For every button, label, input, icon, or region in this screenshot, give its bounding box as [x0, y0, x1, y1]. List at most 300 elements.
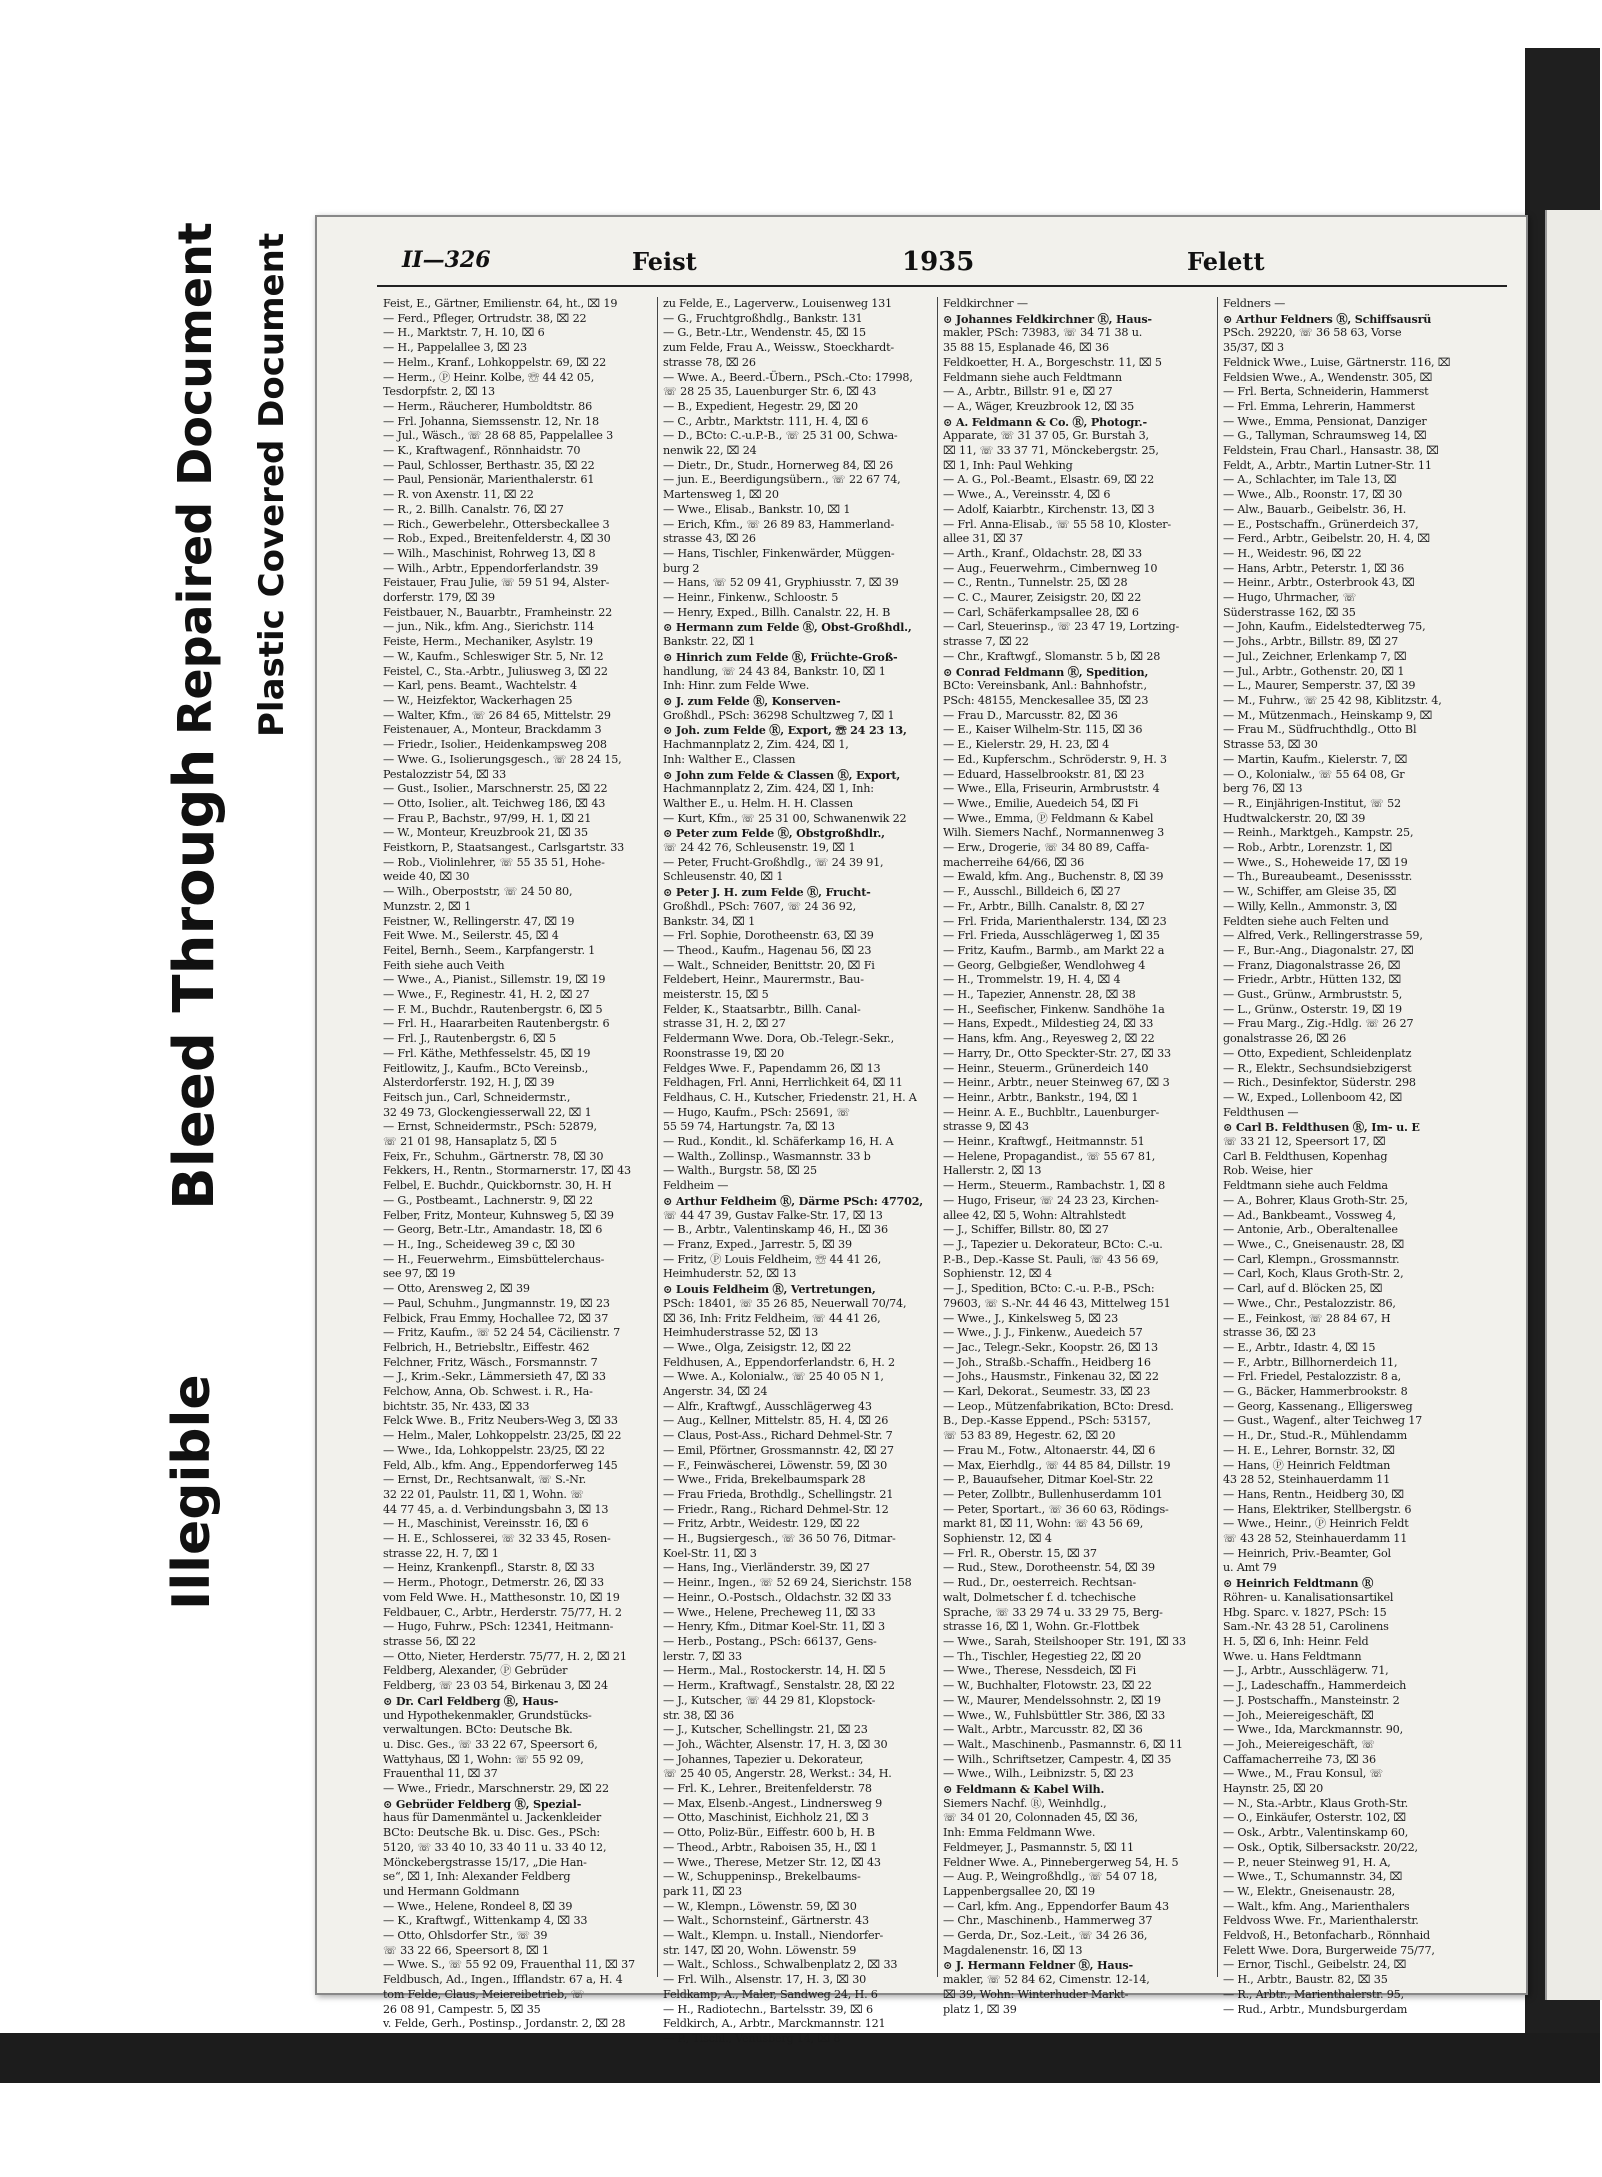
directory-entry: — Ferd., Pfleger, Ortrudstr. 38, ⌧ 22: [383, 311, 587, 325]
directory-entry: — Carl, auf d. Blöcken 25, ⌧: [1223, 1282, 1383, 1296]
directory-entry: — Ed., Kupferschm., Schröderstr. 9, H. 3: [943, 752, 1167, 766]
directory-entry: — H., Feuerwehrm., Eimsbüttelerchaus-: [383, 1252, 605, 1266]
directory-entry: Hbg. Sparc. v. 1827, PSch: 15: [1223, 1605, 1387, 1619]
directory-entry: — W., Kaufm., Schleswiger Str. 5, Nr. 12: [383, 649, 604, 663]
directory-entry: ☏ 24 42 76, Schleusenstr. 19, ⌧ 1: [663, 841, 856, 855]
directory-entry: — Wwe., Ida, Lohkoppelstr. 23/25, ⌧ 22: [383, 1443, 605, 1457]
directory-entry: — Wilh., Arbtr., Eppendorferlandstr. 39: [383, 561, 599, 575]
directory-entry: — H., Dr., Stud.-R., Mühlendamm: [1223, 1429, 1407, 1443]
directory-entry: BCto: Deutsche Bk. u. Disc. Ges., PSch:: [383, 1826, 600, 1840]
directory-entry: — Herm., Räucherer, Humboldtstr. 86: [383, 399, 592, 413]
directory-entry: — jun., Nik., kfm. Ang., Sierichstr. 114: [383, 620, 594, 634]
directory-entry: — Frl. Frieda, Ausschlägerweg 1, ⌧ 35: [943, 929, 1160, 943]
directory-entry: — H., Arbtr., Baustr. 82, ⌧ 35: [1223, 1973, 1388, 1987]
header-last-word: Felett: [1187, 247, 1265, 276]
directory-entry: — R., Einjährigen-Institut, ☏ 52: [1223, 796, 1401, 810]
directory-entry: — Hugo, Kaufm., PSch: 25691, ☏: [663, 1105, 851, 1119]
directory-entry: u. Disc. Ges., ☏ 33 22 67, Speersort 6,: [383, 1737, 598, 1751]
directory-entry: Fekkers, H., Rentn., Stormarnerstr. 17, ⌧ 43: [383, 1164, 631, 1178]
directory-entry: — Heinz, Krankenpfl., Starstr. 8, ⌧ 33: [383, 1561, 595, 1575]
directory-entry: — H., Radiotechn., Bartelsstr. 39, ⌧ 6: [663, 2002, 873, 2016]
directory-entry: — Johannes, Tapezier u. Dekorateur,: [663, 1752, 864, 1766]
directory-entry: Feldner Wwe. A., Pinnebergerweg 54, H. 5: [943, 1855, 1179, 1869]
directory-entry: — Hugo, Fuhrw., PSch: 12341, Heitmann-: [383, 1620, 614, 1634]
directory-entry: 35 88 15, Esplanade 46, ⌧ 36: [943, 341, 1109, 355]
directory-entry: — Helm., Kranf., Lohkoppelstr. 69, ⌧ 22: [383, 355, 607, 369]
label-plastic-covered: Plastic Covered Document: [252, 232, 292, 737]
directory-entry: Bankstr. 22, ⌧ 1: [663, 635, 756, 649]
directory-entry: H. 5, ⌧ 6, Inh: Heinr. Feld: [1223, 1634, 1369, 1648]
directory-entry: Feldermann Wwe. Dora, Ob.-Telegr.-Sekr.,: [663, 1032, 894, 1046]
header-first-word: Feist: [632, 247, 697, 276]
directory-entry: — F. M., Buchdr., Rautenbergstr. 6, ⌧ 5: [383, 1002, 603, 1016]
directory-entry: — A., Bohrer, Klaus Groth-Str. 25,: [1223, 1193, 1408, 1207]
directory-entry: — Wwe., Emma, Pensionat, Danziger: [1223, 414, 1427, 428]
directory-entry: strasse 43, ⌧ 26: [663, 532, 756, 546]
directory-entry: berg 76, ⌧ 13: [1223, 782, 1303, 796]
directory-entry: — Wwe., Alb., Roonstr. 17, ⌧ 30: [1223, 488, 1402, 502]
directory-entry: — A. G., Pol.-Beamt., Elsastr. 69, ⌧ 22: [943, 473, 1155, 487]
directory-entry: — Carl, Koch, Klaus Groth-Str. 2,: [1223, 1267, 1404, 1281]
directory-entry: — jun. E., Beerdigungsübern., ☏ 22 67 74,: [663, 473, 901, 487]
column-4: [1223, 297, 1491, 2016]
directory-entry: Feldkirchner —: [943, 297, 1028, 310]
directory-entry: Felbick, Frau Emmy, Hochallee 72, ⌧ 37: [383, 1311, 609, 1325]
directory-entry: — Hans, Ⓟ Heinrich Feldtman: [1223, 1458, 1391, 1472]
directory-entry: Feldkoetter, H. A., Borgeschstr. 11, ⌧ 5: [943, 355, 1162, 369]
directory-entry: Tesdorpfstr. 2, ⌧ 13: [383, 385, 495, 399]
directory-entry: ⊙ Feldmann & Kabel Wilh.: [943, 1782, 1105, 1797]
directory-entry: — Frl. Käthe, Methfesselstr. 45, ⌧ 19: [383, 1046, 591, 1060]
directory-entry: — Frl. Berta, Schneiderin, Hammerst: [1223, 385, 1429, 399]
directory-entry: — Paul, Schlosser, Berthastr. 35, ⌧ 22: [383, 458, 595, 472]
directory-entry: — Alfr., Kraftwgf., Ausschlägerweg 43: [663, 1399, 872, 1413]
column-1: [383, 297, 651, 2031]
directory-entry: — K., Kraftwgf., Wittenkamp 4, ⌧ 33: [383, 1914, 588, 1928]
directory-entry: Feldmeyer, J., Pasmannstr. 5, ⌧ 11: [943, 1840, 1134, 1854]
directory-entry: ⊙ Dr. Carl Feldberg Ⓡ, Haus-: [383, 1693, 559, 1708]
directory-entry: makler, ☏ 52 84 62, Cimenstr. 12-14,: [943, 1973, 1150, 1987]
directory-entry: Martensweg 1, ⌧ 20: [663, 488, 779, 502]
directory-entry: Angerstr. 34, ⌧ 24: [663, 1385, 768, 1399]
directory-entry: — Fritz, Arbtr., Weidestr. 129, ⌧ 22: [663, 1517, 860, 1531]
directory-entry: — Friedr., Arbtr., Hütten 132, ⌧: [1223, 973, 1402, 987]
directory-entry: — G., Fruchtgroßhdlg., Bankstr. 131: [663, 311, 863, 325]
directory-entry: ☏ 25 40 05, Angerstr. 28, Werkst.: 34, H.: [663, 1767, 892, 1781]
directory-entry: — Herm., Mal., Rostockerstr. 14, H. ⌧ 5: [663, 1664, 886, 1678]
directory-entry: — B., Arbtr., Valentinskamp 46, H., ⌧ 36: [663, 1223, 888, 1237]
directory-entry: — Jul., Arbtr., Gothenstr. 20, ⌧ 1: [1223, 664, 1405, 678]
directory-entry: — Wwe. A., Beerd.-Übern., PSch.-Cto: 17998,: [663, 370, 913, 384]
directory-entry: ⊙ Peter J. H. zum Felde Ⓡ, Frucht-: [663, 885, 871, 900]
header-year: 1935: [902, 247, 975, 277]
directory-entry: — J., Kutscher, ☏ 44 29 81, Klopstock-: [663, 1693, 876, 1707]
directory-entry: Pestalozzistr 54, ⌧ 33: [383, 767, 507, 781]
directory-entry: — P., Bauaufseher, Ditmar Koel-Str. 22: [943, 1473, 1154, 1487]
directory-entry: Apparate, ☏ 31 37 05, Gr. Burstah 3,: [943, 429, 1149, 443]
directory-entry: — Wwe., J. J., Finkenw., Auedeich 57: [943, 1326, 1143, 1340]
directory-entry: — Joh., Meiereigeschäft, ⌧: [1223, 1708, 1374, 1722]
directory-entry: str. 38, ⌧ 36: [663, 1708, 734, 1722]
directory-entry: Feldsien Wwe., A., Wendenstr. 305, ⌧: [1223, 370, 1433, 384]
directory-entry: — Heinrich, Priv.-Beamter, Gol: [1223, 1546, 1391, 1560]
directory-entry: Wilh. Siemers Nachf., Normannenweg 3: [943, 826, 1165, 840]
directory-entry: — Friedr., Rang., Richard Dehmel-Str. 12: [663, 1502, 889, 1516]
directory-entry: — Carl, Klempn., Grossmannstr.: [1223, 1252, 1400, 1266]
directory-entry: — Hans, Rentn., Heidberg 30, ⌧: [1223, 1487, 1405, 1501]
directory-entry: tom Felde, Claus, Meiereibetrieb, ☏: [383, 1987, 585, 2001]
directory-entry: — Franz, Exped., Jarrestr. 5, ⌧ 39: [663, 1238, 852, 1251]
directory-entry: — Carl, Schäferkampsallee 28, ⌧ 6: [943, 605, 1139, 619]
directory-entry: verwaltungen. BCto: Deutsche Bk.: [383, 1723, 573, 1737]
directory-entry: — Wwe., F., Reginestr. 41, H. 2, ⌧ 27: [383, 988, 590, 1002]
directory-entry: Feldners —: [1223, 297, 1286, 310]
directory-entry: Feldten siehe auch Felten und: [1223, 914, 1389, 928]
directory-entry: — Wwe., Chr., Pestalozzistr. 86,: [1223, 1296, 1396, 1310]
directory-entry: — Georg, Kassenang., Elligersweg: [1223, 1399, 1413, 1413]
directory-entry: — Walt., Klempn. u. Install., Niendorfer-: [663, 1929, 884, 1943]
directory-entry: — Chr., Maschinenb., Hammerweg 37: [943, 1914, 1153, 1928]
directory-entry: — Frl. Anna-Elisab., ☏ 55 58 10, Kloster-: [943, 517, 1171, 531]
directory-entry: — Wwe., M., Frau Konsul, ☏: [1223, 1767, 1384, 1781]
directory-entry: strasse 16, ⌧ 1, Wohn. Gr.-Flottbek: [943, 1620, 1139, 1634]
directory-entry: weide 40, ⌧ 30: [383, 870, 470, 884]
directory-entry: Feldkamp, A., Maler, Sandweg 24, H. 6: [663, 1987, 878, 2001]
directory-entry: und Hermann Goldmann: [383, 1884, 520, 1898]
directory-entry: — J., Kutscher, Schellingstr. 21, ⌧ 23: [663, 1723, 868, 1737]
directory-entry: — Wilh., Oberpoststr, ☏ 24 50 80,: [383, 885, 573, 899]
directory-entry: — Gerda, Dr., Soz.-Leit., ☏ 34 26 36,: [943, 1929, 1148, 1943]
directory-entry: — Frau Marg., Zig.-Hdlg. ☏ 26 27: [1223, 1017, 1414, 1031]
directory-entry: 32 49 73, Glockengiesserwall 22, ⌧ 1: [383, 1105, 592, 1119]
directory-entry: Feld, Alb., kfm. Ang., Eppendorferweg 145: [383, 1458, 618, 1472]
directory-entry: macherreihe 64/66, ⌧ 36: [943, 855, 1085, 869]
directory-page: [315, 215, 1528, 2045]
directory-entry: Siemers Nachf. Ⓡ, Weinhdlg.,: [943, 1796, 1107, 1810]
directory-entry: Strasse 53, ⌧ 30: [1223, 738, 1318, 752]
directory-entry: Bankstr. 34, ⌧ 1: [663, 914, 756, 928]
top-margin: [0, 0, 1600, 48]
directory-entry: — Heinr., Arbtr., neuer Steinweg 67, ⌧ 3: [943, 1076, 1170, 1090]
directory-entry: Feldstein, Frau Charl., Hansastr. 38, ⌧: [1223, 444, 1439, 458]
directory-entry: ⊙ Arthur Feldheim Ⓡ, Därme PSch: 47702,: [663, 1193, 923, 1208]
directory-entry: — Helm., Maler, Lohkoppelstr. 23/25, ⌧ 22: [383, 1429, 622, 1443]
directory-entry: 32 22 01, Paulstr. 11, ⌧ 1, Wohn. ☏: [383, 1487, 584, 1501]
directory-entry: — O., Kolonialw., ☏ 55 64 08, Gr: [1223, 767, 1405, 781]
directory-entry: Felchner, Fritz, Wäsch., Forsmannstr. 7: [383, 1355, 598, 1369]
directory-entry: — J., Spedition, BCto: C.-u. P.-B., PSch:: [943, 1282, 1155, 1296]
directory-entry: Feistner, W., Rellingerstr. 47, ⌧ 19: [383, 914, 575, 928]
directory-entry: — Willy, Kelln., Ammonstr. 3, ⌧: [1223, 899, 1398, 913]
directory-entry: — Johs., Hausmstr., Finkenau 32, ⌧ 22: [943, 1370, 1159, 1384]
directory-entry: — Erw., Drogerie, ☏ 34 80 89, Caffa-: [943, 841, 1149, 855]
directory-entry: — A., Wäger, Kreuzbrook 12, ⌧ 35: [943, 399, 1135, 413]
directory-entry: strasse 36, ⌧ 23: [1223, 1326, 1316, 1340]
directory-entry: — Frau M., Fotw., Altonaerstr. 44, ⌧ 6: [943, 1443, 1156, 1457]
directory-entry: Röhren- u. Kanalisationsartikel: [1223, 1590, 1394, 1604]
directory-entry: Feldheim —: [663, 1179, 729, 1193]
directory-entry: PSch. 29220, ☏ 36 58 63, Vorse: [1223, 326, 1402, 340]
directory-entry: Mönckebergstrasse 15/17, „Die Han-: [383, 1855, 587, 1869]
directory-entry: — Otto, Ohlsdorfer Str., ☏ 39: [383, 1929, 548, 1943]
directory-entry: — Joh., Wächter, Alsenstr. 17, H. 3, ⌧ 30: [663, 1737, 888, 1751]
directory-entry: — F., Bur.-Ang., Diagonalstr. 27, ⌧: [1223, 943, 1414, 957]
directory-entry: Feldkirch, A., Arbtr., Marckmannstr. 121: [663, 2017, 886, 2031]
directory-entry: Koel-Str. 11, ⌧ 3: [663, 1546, 757, 1560]
directory-entry: — H., Maschinist, Vereinsstr. 16, ⌧ 6: [383, 1517, 589, 1531]
directory-entry: — E., Feinkost, ☏ 28 84 67, H: [1223, 1311, 1391, 1325]
directory-entry: — W., Monteur, Kreuzbrook 21, ⌧ 35: [383, 826, 588, 840]
directory-entry: — Frl. Emma, Lehrerin, Hammerst: [1223, 399, 1415, 413]
directory-entry: ⊙ Johannes Feldkirchner Ⓡ, Haus-: [943, 311, 1152, 326]
directory-entry: — J. Postschaffn., Mansteinstr. 2: [1223, 1693, 1400, 1707]
directory-entry: Süderstrasse 162, ⌧ 35: [1223, 605, 1356, 619]
directory-entry: park 11, ⌧ 23: [663, 1884, 742, 1898]
directory-entry: 55 59 74, Hartungstr. 7a, ⌧ 13: [663, 1120, 835, 1134]
directory-entry: — G., Bäcker, Hammerbrookstr. 8: [1223, 1385, 1408, 1399]
directory-entry: Feitlowitz, J., Kaufm., BCto Vereinsb.,: [383, 1061, 589, 1075]
directory-entry: Feistkorn, P., Staatsangest., Carlsgartstr. 33: [383, 841, 625, 855]
directory-entry: — Heinr., Arbtr., Bankstr., 194, ⌧ 1: [943, 1090, 1139, 1104]
directory-entry: — Frl. Sophie, Dorotheenstr. 63, ⌧ 39: [663, 929, 874, 943]
directory-entry: — Wwe., Friedr., Marschnerstr. 29, ⌧ 22: [383, 1782, 609, 1796]
directory-entry: — Rud., Dr., oesterreich. Rechtsan-: [943, 1576, 1137, 1590]
directory-entry: strasse 78, ⌧ 26: [663, 355, 756, 369]
directory-entry: — Gust., Isolier., Marschnerstr. 25, ⌧ 22: [383, 782, 608, 796]
directory-entry: v. Felde, Gerh., Postinsp., Jordanstr. 2, ⌧ 28: [383, 2017, 626, 2031]
directory-entry: Heimhuderstrasse 52, ⌧ 13: [663, 1326, 819, 1340]
directory-entry: — Wwe., T., Schumannstr. 34, ⌧: [1223, 1870, 1403, 1884]
directory-entry: ☏ 43 28 52, Steinhauerdamm 11: [1223, 1532, 1408, 1546]
directory-entry: — Paul, Schuhm., Jungmannstr. 19, ⌧ 23: [383, 1296, 610, 1310]
directory-entry: — Claus, Post-Ass., Richard Dehmel-Str. 7: [663, 1429, 893, 1443]
directory-entry: meisterstr. 15, ⌧ 5: [663, 988, 769, 1002]
directory-entry: zu Felde, E., Lagerverw., Louisenweg 131: [663, 297, 892, 310]
directory-entry: — W., Klempn., Löwenstr. 59, ⌧ 30: [663, 1899, 857, 1913]
directory-entry: PSch: 18401, ☏ 35 26 85, Neuerwall 70/74,: [663, 1296, 907, 1310]
directory-entry: — Frl. H., Haararbeiten Rautenbergstr. 6: [383, 1017, 610, 1031]
bottom-margin: [0, 2083, 1600, 2177]
directory-entry: Munzstr. 2, ⌧ 1: [383, 899, 472, 913]
directory-entry: — W., Schuppeninsp., Brekelbaums-: [663, 1870, 861, 1884]
directory-entry: — Walt., Arbtr., Marcusstr. 82, ⌧ 36: [943, 1723, 1143, 1737]
directory-entry: Roonstrasse 19, ⌧ 20: [663, 1046, 785, 1060]
directory-entry: — N., Sta.-Arbtr., Klaus Groth-Str.: [1223, 1796, 1408, 1810]
directory-entry: — Th., Bureaubeamt., Desenissstr.: [1223, 870, 1413, 884]
directory-entry: Felbrich, H., Betriebsltr., Eiffestr. 462: [383, 1340, 590, 1354]
directory-entry: — Hans, Arbtr., Peterstr. 1, ⌧ 36: [1223, 561, 1404, 575]
directory-entry: Alsterdorferstr. 192, H. J, ⌧ 39: [383, 1076, 555, 1090]
directory-entry: — Wwe., Therese, Nessdeich, ⌧ Fi: [943, 1664, 1137, 1678]
directory-entry: — Wilh., Schriftsetzer, Campestr. 4, ⌧ 35: [943, 1752, 1172, 1766]
directory-entry: — Kurt, Kfm., ☏ 25 31 00, Schwanenwik 22: [663, 811, 907, 825]
directory-entry: — Hans, kfm. Ang., Reyesweg 2, ⌧ 22: [943, 1032, 1155, 1046]
directory-entry: — J., Krim.-Sekr., Lämmersieth 47, ⌧ 33: [383, 1370, 606, 1384]
directory-entry: — Herm., Ⓟ Heinr. Kolbe, ☏ 44 42 05,: [383, 370, 595, 384]
directory-entry: — Heinr., O.-Postsch., Oldachstr. 32 ⌧ 33: [663, 1590, 892, 1604]
directory-entry: Sprache, ☏ 33 29 74 u. 33 29 75, Berg-: [943, 1605, 1163, 1619]
directory-entry: ⌧ 11, ☏ 33 37 71, Mönckebergstr. 25,: [943, 444, 1159, 458]
directory-entry: Schleusenstr. 40, ⌧ 1: [663, 870, 784, 884]
directory-entry: markt 81, ⌧ 11, Wohn: ☏ 43 56 69,: [943, 1517, 1144, 1531]
directory-entry: ☏ 33 22 66, Speersort 8, ⌧ 1: [383, 1943, 549, 1957]
directory-entry: Inh: Hinr. zum Felde Wwe.: [663, 679, 810, 693]
directory-entry: Hachmannplatz 2, Zim. 424, ⌧ 1, Inh:: [663, 782, 874, 796]
page-header: [317, 247, 1526, 287]
directory-entry: — Herm., Steuerm., Rambachstr. 1, ⌧ 8: [943, 1179, 1166, 1193]
directory-entry: — Otto, Nieter, Herderstr. 75/77, H. 2, ⌧ 21: [383, 1649, 627, 1663]
directory-entry: — Heinr., Arbtr., Osterbrook 43, ⌧: [1223, 576, 1415, 590]
directory-entry: Inh: Walther E., Classen: [663, 752, 796, 766]
adjacent-page-edge: [1545, 210, 1602, 2000]
directory-entry: — Wwe., Olga, Zeisigstr. 12, ⌧ 22: [663, 1340, 852, 1354]
directory-entry: se“, ⌧ 1, Inh: Alexander Feldberg: [383, 1870, 571, 1884]
directory-entry: Feldhagen, Frl. Anni, Herrlichkeit 64, ⌧ 11: [663, 1076, 903, 1090]
directory-entry: — J., Ladeschaffn., Hammerdeich: [1223, 1679, 1407, 1693]
directory-entry: Feldthusen —: [1223, 1105, 1299, 1119]
directory-entry: — Ernor, Tischl., Geibelstr. 24, ⌧: [1223, 1958, 1407, 1972]
directory-entry: Rob. Weise, hier: [1223, 1164, 1313, 1178]
directory-entry: — Max, Elsenb.-Angest., Lindnersweg 9: [663, 1796, 882, 1810]
label-bleed-through: Bleed Through: [162, 748, 227, 1210]
directory-entry: makler, PSch: 73983, ☏ 34 71 38 u.: [943, 326, 1143, 340]
directory-entry: ⊙ A. Feldmann & Co. Ⓡ, Photogr.-: [943, 414, 1147, 429]
directory-entry: — G., Tallyman, Schraumsweg 14, ⌧: [1223, 429, 1427, 443]
directory-entry: — Frl. Frida, Marienthalerstr. 134, ⌧ 23: [943, 914, 1167, 928]
directory-entry: — Hans, Elektriker, Stellbergstr. 6: [1223, 1502, 1412, 1516]
directory-entry: BCto: Vereinsbank, Anl.: Bahnhofstr.,: [943, 679, 1147, 693]
directory-entry: — Adolf, Kaiarbtr., Kirchenstr. 13, ⌧ 3: [943, 502, 1155, 516]
directory-entry: Feitel, Bernh., Seem., Karpfangerstr. 1: [383, 943, 596, 957]
directory-entry: Feiste, Herm., Mechaniker, Asylstr. 19: [383, 635, 593, 649]
directory-entry: Sophienstr. 12, ⌧ 4: [943, 1267, 1052, 1281]
directory-entry: — W., Schiffer, am Gleise 35, ⌧: [1223, 885, 1397, 899]
directory-entry: — Chr., Kraftwgf., Slomanstr. 5 b, ⌧ 28: [943, 649, 1161, 663]
directory-entry: — Wwe., W., Fuhlsbüttler Str. 386, ⌧ 33: [943, 1708, 1166, 1722]
directory-entry: — Peter, Frucht-Großhdlg., ☏ 24 39 91,: [663, 855, 884, 869]
directory-entry: — Heinr., Kraftwgf., Heitmannstr. 51: [943, 1135, 1145, 1149]
directory-entry: — F., Arbtr., Billhornerdeich 11,: [1223, 1355, 1398, 1369]
column-2: [663, 297, 931, 2045]
directory-entry: — Gust., Wagenf., alter Teichweg 17: [1223, 1414, 1423, 1428]
directory-entry: dorferstr. 179, ⌧ 39: [383, 591, 495, 605]
directory-entry: — Osk., Optik, Silbersackstr. 20/22,: [1223, 1840, 1418, 1854]
directory-entry: — Wwe., Elisab., Bankstr. 10, ⌧ 1: [663, 502, 851, 516]
directory-entry: Hudtwalckerstr. 20, ⌧ 39: [1223, 811, 1366, 825]
directory-entry: 43 28 52, Steinhauerdamm 11: [1223, 1473, 1390, 1487]
directory-entry: — Wwe., Helene, Precheweg 11, ⌧ 33: [663, 1605, 876, 1619]
directory-entry: Feistel, C., Sta.-Arbtr., Juliusweg 3, ⌧ 22: [383, 664, 608, 678]
directory-entry: strasse 56, ⌧ 22: [383, 1634, 476, 1648]
directory-entry: strasse 22, H. 7, ⌧ 1: [383, 1546, 499, 1560]
directory-entry: ☏ 28 25 35, Lauenburger Str. 6, ⌧ 43: [663, 385, 877, 399]
directory-entry: — Emil, Pförtner, Grossmannstr. 42, ⌧ 27: [663, 1443, 894, 1457]
directory-entry: — Frl. Friedel, Pestalozzistr. 8 a,: [1223, 1370, 1401, 1384]
directory-entry: — Frau M., Südfruchthdlg., Otto Bl: [1223, 723, 1417, 737]
directory-entry: — C., Rentn., Tunnelstr. 25, ⌧ 28: [943, 576, 1128, 590]
directory-entry: — Theod., Kaufm., Hagenau 56, ⌧ 23: [663, 943, 872, 957]
directory-entry: — Max, Eierhdlg., ☏ 44 85 84, Dillstr. 19: [943, 1458, 1171, 1472]
page-number: II—326: [402, 247, 491, 273]
directory-entry: — Frau Frieda, Brothdlg., Schellingstr. 21: [663, 1487, 894, 1501]
directory-entry: — Wwe., S., Hoheweide 17, ⌧ 19: [1223, 855, 1408, 869]
directory-entry: — O., Einkäufer, Osterstr. 102, ⌧: [1223, 1811, 1407, 1825]
directory-entry: — Fritz, Kaufm., ☏ 52 24 54, Cäcilienstr. 7: [383, 1326, 621, 1340]
directory-entry: — W., Maurer, Mendelssohnstr. 2, ⌧ 19: [943, 1693, 1161, 1707]
directory-entry: — Frau D., Marcusstr. 82, ⌧ 36: [943, 708, 1118, 722]
directory-entry: — Wwe., Therese, Metzer Str. 12, ⌧ 43: [663, 1855, 881, 1869]
directory-entry: — Heinr., Finkenw., Schloostr. 5: [663, 591, 839, 605]
label-illegible: Illegible: [162, 1374, 222, 1610]
directory-entry: Hallerstr. 2, ⌧ 13: [943, 1164, 1042, 1178]
directory-entry: Feldvoß, H., Betonfacharb., Rönnhaid: [1223, 1929, 1430, 1943]
directory-entry: — Joh., Meiereigeschäft, ☏: [1223, 1737, 1375, 1751]
directory-entry: Feldges Wwe. F., Papendamm 26, ⌧ 13: [663, 1061, 881, 1075]
directory-entry: — H., Bugsiergesch., ☏ 36 50 76, Ditmar-: [663, 1532, 896, 1546]
directory-entry: ⌧ 39, Wohn: Winterhuder Markt-: [943, 1987, 1129, 2001]
directory-entry: B., Dep.-Kasse Eppend., PSch: 53157,: [943, 1414, 1151, 1428]
directory-entry: u. Amt 79: [1223, 1561, 1277, 1575]
directory-entry: — Th., Tischler, Hegestieg 22, ⌧ 20: [943, 1649, 1142, 1663]
directory-entry: — Fritz, Ⓟ Louis Feldheim, ☏ 44 41 26,: [663, 1252, 882, 1266]
column-divider: [657, 297, 658, 1977]
column-divider: [1217, 297, 1218, 1977]
directory-entry: — Peter, Sportart., ☏ 36 60 63, Rödings-: [943, 1502, 1169, 1516]
directory-entry: — W., Heizfektor, Wackerhagen 25: [383, 693, 573, 707]
directory-entry: — Hugo, Uhrmacher, ☏: [1223, 591, 1357, 605]
label-repaired-document: Repaired Document: [168, 222, 222, 735]
directory-entry: — Otto, Isolier., alt. Teichweg 186, ⌧ 43: [383, 796, 606, 810]
directory-entry: Sophienstr. 12, ⌧ 4: [943, 1532, 1052, 1546]
directory-entry: Feix, Fr., Schuhm., Gärtnerstr. 78, ⌧ 30: [383, 1149, 604, 1163]
directory-entry: Feistenauer, A., Monteur, Brackdamm 3: [383, 723, 602, 737]
directory-entry: Wwe. u. Hans Feldtmann: [1223, 1649, 1362, 1663]
directory-entry: — Frl. Wilh., Alsenstr. 17, H. 3, ⌧ 30: [663, 1973, 867, 1987]
directory-entry: — Hans, ☏ 52 09 41, Gryphiusstr. 7, ⌧ 39: [663, 576, 899, 590]
directory-entry: — Wwe., A., Vereinsstr. 4, ⌧ 6: [943, 488, 1111, 502]
directory-entry: — Frl. R., Oberstr. 15, ⌧ 37: [943, 1546, 1097, 1560]
directory-entry: Feldhusen, A., Eppendorferlandstr. 6, H. 2: [663, 1355, 895, 1369]
directory-entry: Felchow, Anna, Ob. Schwest. i. R., Ha-: [383, 1385, 593, 1399]
directory-entry: — Ad., Bankbeamt., Vossweg 4,: [1223, 1208, 1396, 1222]
directory-entry: ⌧ 1, Inh: Paul Wehking: [943, 458, 1073, 472]
directory-entry: — Walt., Schneider, Benittstr. 20, ⌧ Fi: [663, 958, 875, 972]
directory-entry: allee 42, ⌧ 5, Wohn: Altrahlstedt: [943, 1208, 1126, 1222]
directory-entry: — Friedr., Isolier., Heidenkampsweg 208: [383, 738, 607, 752]
directory-entry: str. 147, ⌧ 20, Wohn. Löwenstr. 59: [663, 1943, 857, 1957]
directory-entry: — H., Weidestr. 96, ⌧ 22: [1223, 546, 1362, 560]
directory-entry: — D., BCto: C.-u.P.-B., ☏ 25 31 00, Schwa-: [663, 429, 898, 443]
directory-entry: — F., Feinwäscherei, Löwenstr. 59, ⌧ 30: [663, 1458, 887, 1472]
directory-entry: — Wwe., Emma, Ⓟ Feldmann & Kabel: [943, 811, 1154, 825]
directory-entry: strasse 31, H. 2, ⌧ 27: [663, 1017, 786, 1031]
header-rule: [377, 285, 1507, 287]
directory-entry: handlung, ☏ 24 43 84, Bankstr. 10, ⌧ 1: [663, 664, 886, 678]
directory-entry: Feldbauer, C., Arbtr., Herderstr. 75/77, H. 2: [383, 1605, 622, 1619]
directory-entry: Feldbusch, Ad., Ingen., Ifflandstr. 67 a, H. 4: [383, 1973, 623, 1987]
directory-entry: — Wwe., Helene, Rondeel 8, ⌧ 39: [383, 1899, 573, 1913]
directory-entry: ☏ 21 01 98, Hansaplatz 5, ⌧ 5: [383, 1135, 557, 1149]
directory-entry: Felck Wwe. B., Fritz Neubers-Weg 3, ⌧ 33: [383, 1414, 618, 1428]
directory-entry: Hachmannplatz 2, Zim. 424, ⌧ 1,: [663, 738, 849, 752]
directory-entry: ⊙ Louis Feldheim Ⓡ, Vertretungen,: [663, 1282, 876, 1297]
directory-entry: — Walt., Schloss., Schwalbenplatz 2, ⌧ 33: [663, 1958, 898, 1972]
directory-entry: bichtstr. 35, Nr. 433, ⌧ 33: [383, 1399, 530, 1413]
directory-entry: — Otto, Arensweg 2, ⌧ 39: [383, 1282, 530, 1296]
directory-entry: — Walt., Schornsteinf., Gärtnerstr. 43: [663, 1914, 869, 1928]
directory-entry: Großhdl., PSch: 7607, ☏ 24 36 92,: [663, 899, 856, 913]
directory-entry: ⊙ Joh. zum Felde Ⓡ, Export, ☏ 24 23 13,: [663, 723, 907, 738]
